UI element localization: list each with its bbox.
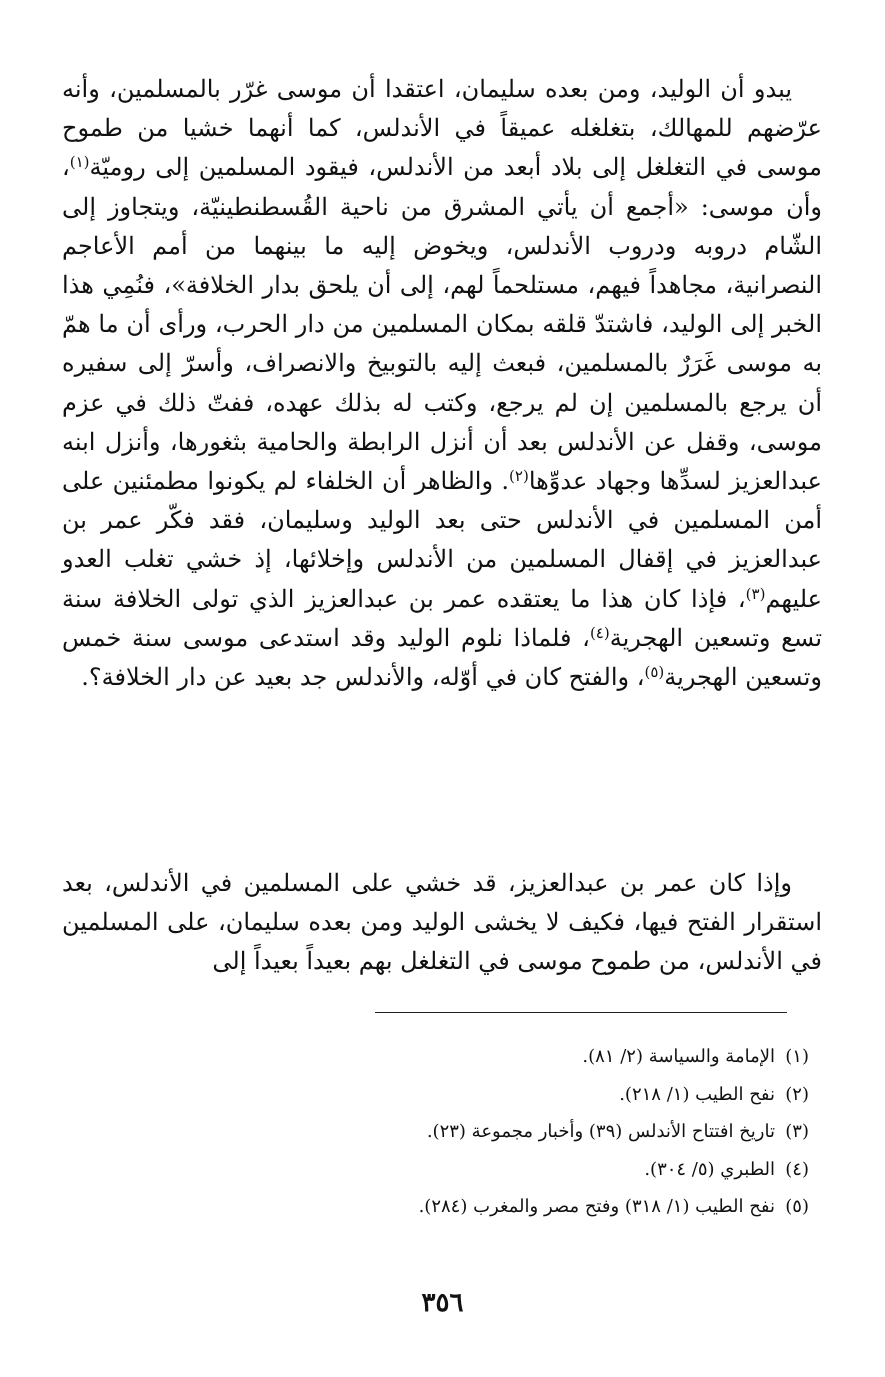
footnote-marker[interactable]: (٢) (509, 466, 529, 485)
footnote-text: الطبري (٥/ ٣٠٤). (644, 1158, 775, 1180)
paragraph-text: ، والفتح كان في أوّله، والأندلس جد بعيد عن دار الخلافة؟. (81, 663, 645, 692)
footnote-marker[interactable]: (٤) (589, 623, 610, 642)
paragraph-text: ، فإذا كان هذا ما يعتقده عمر بن عبدالعزيز الذي تولى الخلافة سنة تسع وتسعين الهجرية (62, 584, 823, 652)
footnote-number: (٣) (785, 1121, 809, 1142)
footnote-item (289, 1076, 809, 1114)
body-paragraph-2 (62, 864, 822, 982)
paragraph-text: ، فلماذا نلوم الوليد وقد استدعى موسى سنة خمس وتسعين الهجرية (62, 623, 822, 692)
footnote-separator (375, 1012, 787, 1013)
footnote-text: الإمامة والسياسة (٢/ ٨١). (582, 1046, 775, 1067)
footnote-number: (٥) (785, 1196, 809, 1217)
footnote-marker[interactable]: (١) (69, 153, 90, 172)
footnote-number: (٤) (785, 1158, 809, 1180)
footnote-item (289, 1188, 809, 1226)
footnote-item (289, 1151, 809, 1189)
paragraph-text: . والظاهر أن الخلفاء لم يكونوا مطمئنين على أمن المسلمين في الأندلس حتى بعد الوليد وسليمان، فقد فكّر عمر بن عبدالعزيز في إقفال المسلمين من الأندلس وإخلائها، إذ خشي تغلب العدو عليهم (62, 467, 822, 613)
footnote-marker[interactable]: (٥) (644, 662, 665, 681)
footnote-text: نفح الطيب (١/ ٢١٨). (619, 1083, 775, 1105)
page-number: ٣٥٦ (421, 1288, 464, 1318)
footnote-marker[interactable]: (٣) (745, 584, 766, 603)
footnote-number: (٢) (785, 1083, 809, 1105)
footnote-item (289, 1113, 809, 1151)
footnote-text: نفح الطيب (١/ ٣١٨) وفتح مصر والمغرب (٢٨٤). (418, 1196, 775, 1217)
paragraph-text: وإذا كان عمر بن عبدالعزيز، قد خشي على المسلمين في الأندلس، بعد استقرار الفتح فيها، فكيف لا يخشى الوليد ومن بعده سليمان، على المسلمين في الأندلس، من طموح موسى في التغلغل بهم بعيداً بعيداً إلى (62, 869, 822, 976)
paragraph-text: ، وأن موسى: «أجمع أن يأتي المشرق من ناحية القُسطنطينيّة، ويتجاوز إلى الشّام دروبه ودروب الأندلس، ويخوض إليه ما بينهما من أمم الأعاجم النصرانية، مجاهداً فيهم، مستلحماً لهم، إلى أن يلحق بدار الخلافة»، فنُمِي هذا الخبر إلى الوليد، فاشتدّ قلقه بمكان المسلمين من دار الحرب، ورأى أن ما همّ به موسى غَرَرٌ بالمسلمين، فبعث إليه بالتوبيخ والانصراف، وأسرّ إلى سفيره أن يرجع بالمسلمين إن لم يرجع، وكتب له بذلك عهده، ففتّ ذلك في عزم موسى، وقفل عن الأندلس بعد أن أنزل الرابطة والحامية بثغورها، وأنزل ابنه عبدالعزيز لسدِّها وجهاد عدوِّها (62, 153, 823, 496)
footnote-text: تاريخ افتتاح الأندلس (٣٩) وأخبار مجموعة (٢٣). (426, 1121, 775, 1142)
body-paragraph-1 (62, 70, 822, 697)
footnotes-list (289, 1038, 809, 1226)
footnote-number: (١) (785, 1046, 809, 1067)
paragraph-text: يبدو أن الوليد، ومن بعده سليمان، اعتقدا أن موسى غرّر بالمسلمين، وأنه عرّضهم للمهالك، بتغلغله عميقاً في الأندلس، كما أنهما خشيا من طموح موسى في التغلغل إلى بلاد أبعد من الأندلس، فيقود المسلمين إلى روميّة (62, 75, 822, 182)
footnote-item (289, 1038, 809, 1076)
